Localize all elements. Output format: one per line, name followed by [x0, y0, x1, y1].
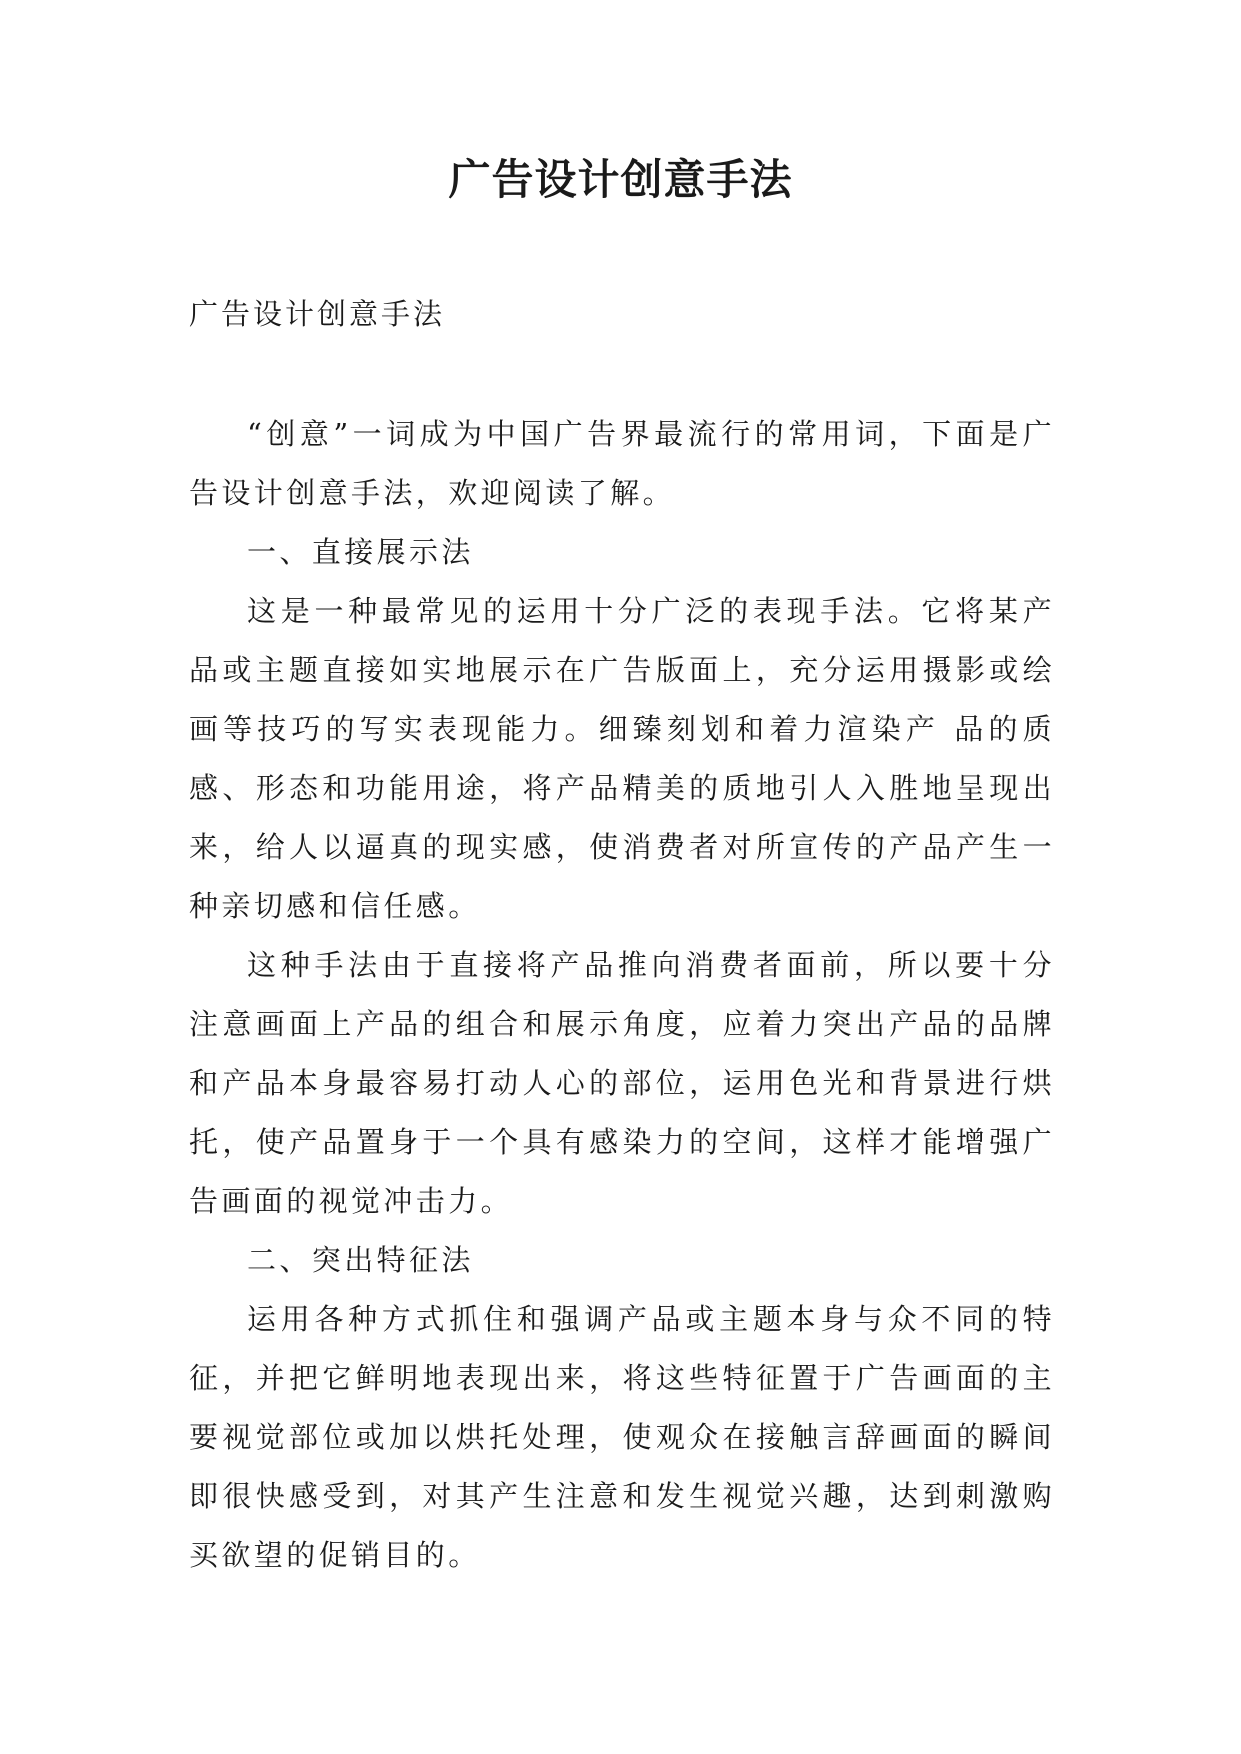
- section-heading-highlight-features: 二、突出特征法: [247, 1243, 474, 1277]
- section-heading-direct-display: 一、直接展示法: [247, 535, 474, 569]
- document-body: [189, 405, 1055, 1585]
- intro-paragraph: “创意”一词成为中国广告界最流行的常用词，下面是广告设计创意手法，欢迎阅读了解。: [189, 417, 1055, 510]
- document-subtitle: 广告设计创意手法: [189, 297, 446, 331]
- body-paragraph: 运用各种方式抓住和强调产品或主题本身与众不同的特征，并把它鲜明地表现出来，将这些特征置于广告画面的主要视觉部位或加以烘托处理，使观众在接触言辞画面的瞬间即很快感受到，对其产生注意和发生视觉兴趣，达到刺激购买欲望的促销目的。: [189, 1302, 1055, 1572]
- body-paragraph: 这是一种最常见的运用十分广泛的表现手法。它将某产品或主题直接如实地展示在广告版面上，充分运用摄影或绘画等技巧的写实表现能力。细臻刻划和着力渲染产 品的质感、形态和功能用途，将产品精美的质地引人入胜地呈现出来，给人以逼真的现实感，使消费者对所宣传的产品产生一种亲切感和信任感。: [189, 594, 1055, 923]
- document-title: 广告设计创意手法: [448, 155, 793, 204]
- body-paragraph: 这种手法由于直接将产品推向消费者面前，所以要十分注意画面上产品的组合和展示角度，应着力突出产品的品牌和产品本身最容易打动人心的部位，运用色光和背景进行烘托，使产品置身于一个具有感染力的空间，这样才能增强广告画面的视觉冲击力。: [189, 948, 1055, 1218]
